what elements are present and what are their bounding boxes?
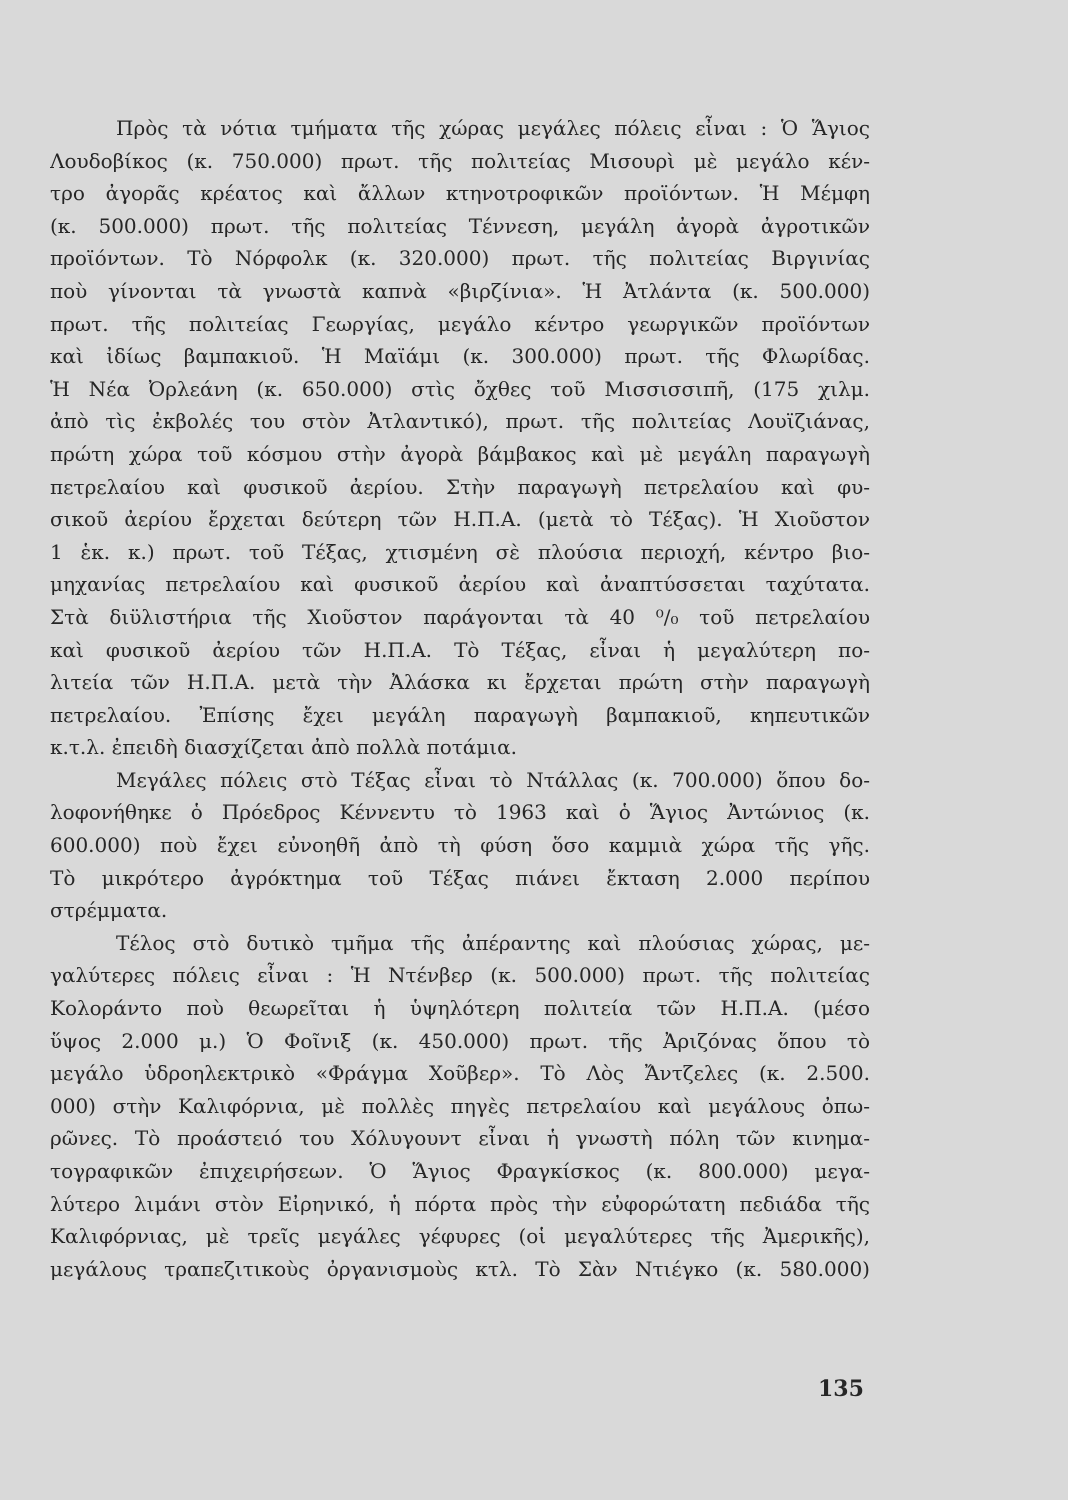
text-line: μεγάλους τραπεζιτικοὺς ὀργανισμοὺς κτλ. Τὸ Σὰν Ντιέγκο (κ. 580.000)	[50, 1256, 870, 1281]
text-line: Τὸ μικρότερο ἀγρόκτημα τοῦ Τέξας πιάνει ἔκταση 2.000 περίπου	[50, 865, 870, 890]
text-line: λύτερο λιμάνι στὸν Εἰρηνικό, ἡ πόρτα πρὸς τὴν εὐφορώτατη πεδιάδα τῆς	[50, 1191, 870, 1216]
text-line: τρο ἀγορᾶς κρέατος καὶ ἄλλων κτηνοτροφικῶν προϊόντων. Ἡ Μέμφη	[50, 181, 870, 206]
text-line: στρέμματα.	[50, 898, 168, 923]
text-line: λιτεία τῶν Η.Π.Α. μετὰ τὴν Ἀλάσκα κι ἔρχεται πρώτη στὴν παραγωγὴ	[50, 670, 870, 695]
text-line: Στὰ διϋλιστήρια τῆς Χιοῦστον παράγονται τὰ 40 ⁰/₀ τοῦ πετρελαίου	[50, 604, 870, 629]
text-line: (κ. 500.000) πρωτ. τῆς πολιτείας Τέννεση, μεγάλη ἀγορὰ ἀγροτικῶν	[50, 213, 870, 238]
text-line: καὶ φυσικοῦ ἀερίου τῶν Η.Π.Α. Τὸ Τέξας, εἶναι ἡ μεγαλύτερη πο-	[50, 637, 870, 662]
text-line: γαλύτερες πόλεις εἶναι : Ἡ Ντένβερ (κ. 500.000) πρωτ. τῆς πολιτείας	[50, 963, 870, 988]
text-line: Λουδοβίκος (κ. 750.000) πρωτ. τῆς πολιτείας Μισουρὶ μὲ μεγάλο κέν-	[50, 148, 870, 173]
text-line: ὕψος 2.000 μ.) Ὁ Φοῖνιξ (κ. 450.000) πρωτ. τῆς Ἀριζόνας ὅπου τὸ	[50, 1028, 870, 1053]
text-line: πετρελαίου. Ἐπίσης ἔχει μεγάλη παραγωγὴ βαμπακιοῦ, κηπευτικῶν	[50, 702, 870, 727]
text-line: κ.τ.λ. ἐπειδὴ διασχίζεται ἀπὸ πολλὰ ποτάμια.	[50, 735, 518, 760]
text-line: τογραφικῶν ἐπιχειρήσεων. Ὁ Ἅγιος Φραγκίσκος (κ. 800.000) μεγα-	[50, 1159, 870, 1183]
text-line: σικοῦ ἀερίου ἔρχεται δεύτερη τῶν Η.Π.Α. (μετὰ τὸ Τέξας). Ἡ Χιοῦστον	[50, 507, 870, 532]
text-line: καὶ ἰδίως βαμπακιοῦ. Ἡ Μαϊάμι (κ. 300.000) πρωτ. τῆς Φλωρίδας.	[50, 344, 870, 369]
text-line: Καλιφόρνιας, μὲ τρεῖς μεγάλες γέφυρες (οἱ μεγαλύτερες τῆς Ἀμερικῆς),	[50, 1224, 870, 1249]
text-line: πρωτ. τῆς πολιτείας Γεωργίας, μεγάλο κέντρο γεωργικῶν προϊόντων	[50, 311, 870, 336]
text-line: μεγάλο ὑδροηλεκτρικὸ «Φράγμα Χοῦβερ». Τὸ Λὸς Ἄντζελες (κ. 2.500.	[50, 1061, 870, 1086]
text-line: πρώτη χώρα τοῦ κόσμου στὴν ἀγορὰ βάμβακος καὶ μὲ μεγάλη παραγωγὴ	[50, 441, 870, 466]
text-line: 000) στὴν Καλιφόρνια, μὲ πολλὲς πηγὲς πετρελαίου καὶ μεγάλους ὀπω-	[50, 1093, 870, 1118]
text-line: ρῶνες. Τὸ προάστειό του Χόλυγουντ εἶναι ἡ γνωστὴ πόλη τῶν κινημα-	[50, 1126, 870, 1151]
text-line: προϊόντων. Τὸ Νόρφολκ (κ. 320.000) πρωτ. τῆς πολιτείας Βιργινίας	[50, 246, 870, 271]
text-line: Τέλος στὸ δυτικὸ τμῆμα τῆς ἀπέραντης καὶ πλούσιας χώρας, με-	[116, 930, 870, 955]
text-line: μηχανίας πετρελαίου καὶ φυσικοῦ ἀερίου καὶ ἀναπτύσσεται ταχύτατα.	[50, 572, 870, 597]
text-line: Κολοράντο ποὺ θεωρεῖται ἡ ὑψηλότερη πολιτεία τῶν Η.Π.Α. (μέσο	[50, 996, 870, 1021]
page-number: 135	[818, 1376, 864, 1402]
text-line: ἀπὸ τὶς ἐκβολές του στὸν Ἀτλαντικό), πρωτ. τῆς πολιτείας Λουϊζιάνας,	[50, 409, 870, 434]
body-text	[50, 112, 870, 1285]
text-line: πετρελαίου καὶ φυσικοῦ ἀερίου. Στὴν παραγωγὴ πετρελαίου καὶ φυ-	[50, 474, 870, 499]
text-line: 1 ἑκ. κ.) πρωτ. τοῦ Τέξας, χτισμένη σὲ πλούσια περιοχή, κέντρο βιο-	[50, 539, 870, 564]
text-line: Πρὸς τὰ νότια τμήματα τῆς χώρας μεγάλες πόλεις εἶναι : Ὁ Ἅγιος	[116, 116, 870, 140]
text-line: ποὺ γίνονται τὰ γνωστὰ καπνὰ «βιρζίνια». Ἡ Ἀτλάντα (κ. 500.000)	[50, 278, 870, 303]
text-line: Μεγάλες πόλεις στὸ Τέξας εἶναι τὸ Ντάλλας (κ. 700.000) ὅπου δο-	[116, 767, 870, 792]
text-line: Ἡ Νέα Ὀρλεάνη (κ. 650.000) στὶς ὄχθες τοῦ Μισσισσιπῆ, (175 χιλμ.	[50, 376, 870, 401]
text-line: λοφονήθηκε ὁ Πρόεδρος Κέννεντυ τὸ 1963 καὶ ὁ Ἅγιος Ἀντώνιος (κ.	[50, 800, 870, 825]
text-line: 600.000) ποὺ ἔχει εὐνοηθῆ ἀπὸ τὴ φύση ὅσο καμμιὰ χώρα τῆς γῆς.	[50, 833, 870, 858]
